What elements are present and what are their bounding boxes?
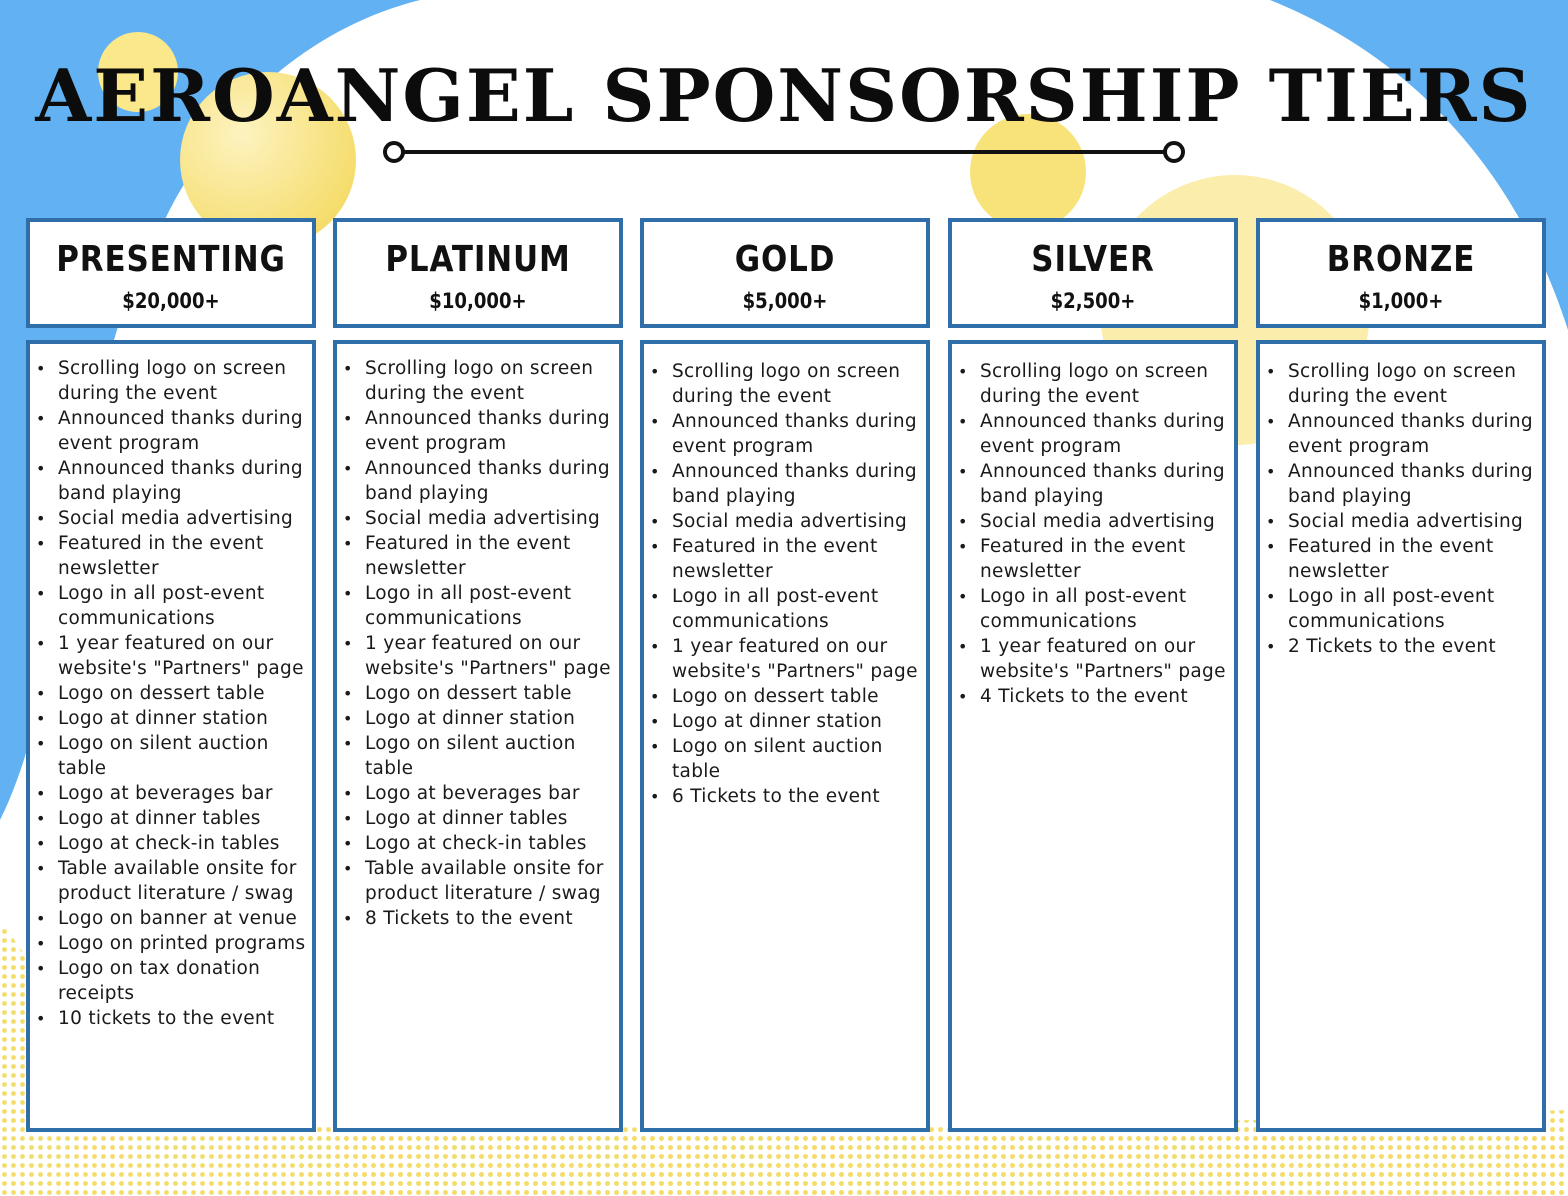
- tier-header-bronze: [1256, 218, 1546, 328]
- benefit-item: • Featured in the event newsletter: [1260, 534, 1542, 584]
- benefit-item: • Announced thanks during event program: [952, 409, 1234, 459]
- tier-price: $5,000+: [742, 289, 828, 313]
- benefit-item: • Announced thanks during band playing: [1260, 459, 1542, 509]
- benefit-item: • Logo on printed programs: [30, 931, 312, 956]
- benefit-item: • Logo at beverages bar: [30, 781, 312, 806]
- tier-header-platinum: [333, 218, 623, 328]
- benefit-item: • Logo at dinner tables: [337, 806, 619, 831]
- benefit-item: • Announced thanks during event program: [337, 406, 619, 456]
- tier-name: BRONZE: [1326, 239, 1476, 280]
- benefit-item: • 10 tickets to the event: [30, 1006, 312, 1031]
- page-title: AEROANGEL SPONSORSHIP TIERS: [35, 53, 1533, 138]
- tier-name: PLATINUM: [385, 239, 571, 280]
- benefit-item: • 1 year featured on our website's "Partners" page: [30, 631, 312, 681]
- benefit-item: • Social media advertising: [1260, 509, 1542, 534]
- benefit-item: • Logo in all post-event communications: [1260, 584, 1542, 634]
- benefit-item: • Scrolling logo on screen during the event: [952, 359, 1234, 409]
- benefit-item: • Featured in the event newsletter: [337, 531, 619, 581]
- title-divider: [380, 138, 1188, 166]
- tier-name: GOLD: [734, 239, 836, 280]
- benefit-item: • Logo on dessert table: [644, 684, 926, 709]
- tier-price: $10,000+: [429, 289, 527, 313]
- benefit-item: • Logo at dinner tables: [30, 806, 312, 831]
- benefit-item: • Logo in all post-event communications: [337, 581, 619, 631]
- benefit-item: • Social media advertising: [337, 506, 619, 531]
- benefit-item: • Logo in all post-event communications: [644, 584, 926, 634]
- tier-benefits-presenting: [26, 340, 316, 1132]
- benefit-item: • Announced thanks during band playing: [644, 459, 926, 509]
- benefit-item: • Logo on silent auction table: [30, 731, 312, 781]
- benefit-item: • 6 Tickets to the event: [644, 784, 926, 809]
- benefit-list: [644, 344, 926, 809]
- benefit-item: • Announced thanks during event program: [30, 406, 312, 456]
- benefit-list: [1260, 344, 1542, 659]
- tier-price: $20,000+: [122, 289, 220, 313]
- tier-price: $2,500+: [1050, 289, 1136, 313]
- benefit-item: • Logo on banner at venue: [30, 906, 312, 931]
- benefit-item: • Announced thanks during event program: [1260, 409, 1542, 459]
- benefit-item: • Scrolling logo on screen during the event: [1260, 359, 1542, 409]
- tier-price: $1,000+: [1358, 289, 1444, 313]
- benefit-item: • Logo on silent auction table: [644, 734, 926, 784]
- benefit-item: • 1 year featured on our website's "Partners" page: [337, 631, 619, 681]
- benefit-item: • Logo at check-in tables: [337, 831, 619, 856]
- benefit-item: • Logo at dinner station: [30, 706, 312, 731]
- benefit-item: • 4 Tickets to the event: [952, 684, 1234, 709]
- benefit-item: • Logo at check-in tables: [30, 831, 312, 856]
- benefit-item: • Logo at dinner station: [644, 709, 926, 734]
- benefit-item: • Logo on tax donation receipts: [30, 956, 312, 1006]
- benefit-item: • 2 Tickets to the event: [1260, 634, 1542, 659]
- benefit-item: • Scrolling logo on screen during the event: [337, 356, 619, 406]
- benefit-item: • 8 Tickets to the event: [337, 906, 619, 931]
- tier-header-presenting: [26, 218, 316, 328]
- benefit-item: • Announced thanks during band playing: [952, 459, 1234, 509]
- tier-benefits-platinum: [333, 340, 623, 1132]
- tier-benefits-bronze: [1256, 340, 1546, 1132]
- benefit-item: • Logo at beverages bar: [337, 781, 619, 806]
- benefit-item: • Announced thanks during band playing: [337, 456, 619, 506]
- benefit-item: • 1 year featured on our website's "Partners" page: [952, 634, 1234, 684]
- benefit-item: • Logo in all post-event communications: [952, 584, 1234, 634]
- benefit-list: [337, 344, 619, 931]
- benefit-item: • Featured in the event newsletter: [644, 534, 926, 584]
- benefit-item: • Scrolling logo on screen during the event: [30, 356, 312, 406]
- tier-benefits-gold: [640, 340, 930, 1132]
- benefit-item: • Table available onsite for product literature / swag: [30, 856, 312, 906]
- benefit-item: • Featured in the event newsletter: [952, 534, 1234, 584]
- tier-name: PRESENTING: [56, 239, 286, 280]
- benefit-list: [952, 344, 1234, 709]
- benefit-item: • Logo at dinner station: [337, 706, 619, 731]
- benefit-item: • Social media advertising: [30, 506, 312, 531]
- tier-benefits-silver: [948, 340, 1238, 1132]
- tier-header-gold: [640, 218, 930, 328]
- benefit-item: • Table available onsite for product literature / swag: [337, 856, 619, 906]
- benefit-item: • Announced thanks during event program: [644, 409, 926, 459]
- benefit-item: • Logo in all post-event communications: [30, 581, 312, 631]
- benefit-item: • Social media advertising: [644, 509, 926, 534]
- benefit-item: • Logo on dessert table: [337, 681, 619, 706]
- benefit-item: • Social media advertising: [952, 509, 1234, 534]
- benefit-item: • Scrolling logo on screen during the event: [644, 359, 926, 409]
- benefit-item: • Logo on silent auction table: [337, 731, 619, 781]
- tier-header-silver: [948, 218, 1238, 328]
- benefit-list: [30, 344, 312, 1031]
- benefit-item: • 1 year featured on our website's "Partners" page: [644, 634, 926, 684]
- benefit-item: • Announced thanks during band playing: [30, 456, 312, 506]
- benefit-item: • Logo on dessert table: [30, 681, 312, 706]
- tier-name: SILVER: [1031, 239, 1155, 280]
- benefit-item: • Featured in the event newsletter: [30, 531, 312, 581]
